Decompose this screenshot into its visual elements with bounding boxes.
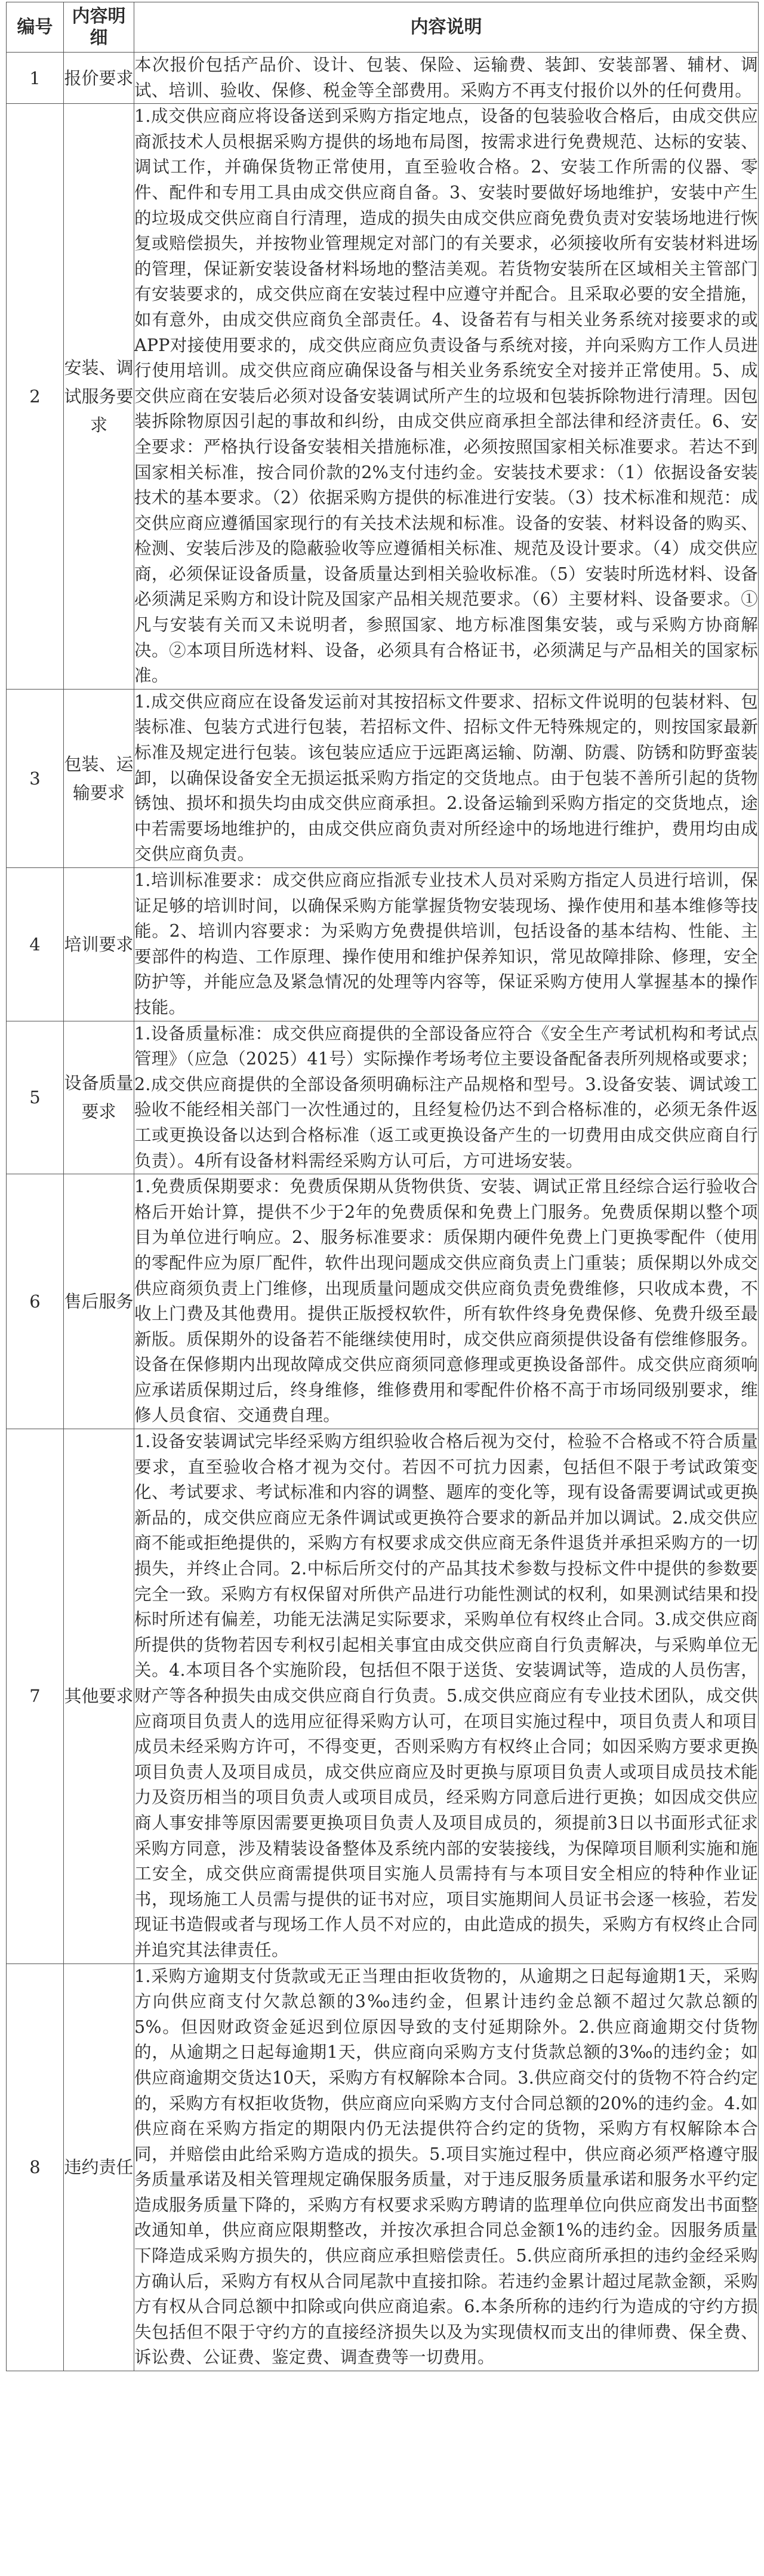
row-item: 售后服务: [64, 1174, 134, 1429]
row-number: 8: [7, 1963, 64, 2371]
header-item: 内容明细: [64, 2, 134, 53]
row-number: 2: [7, 104, 64, 690]
row-description: 本次报价包括产品价、设计、包装、保险、运输费、装卸、安装部署、辅材、调试、培训、验收、保修、税金等全部费用。采购方不再支付报价以外的任何费用。: [134, 53, 759, 104]
row-description: 1.培训标准要求：成交供应商应指派专业技术人员对采购方指定人员进行培训，保证足够的培训时间，以确保采购方能掌握货物安装现场、操作使用和基本维修等技能。2、培训内容要求：为采购方免费提供培训，包括设备的基本结构、性能、主要部件的构造、工作原理、操作使用和维护保养知识，常见故障排除、修理，安全防护等，并能应急及紧急情况的处理等内容等，保证采购方使用人掌握基本的操作技能。: [134, 868, 759, 1021]
row-item: 安装、调试服务要求: [64, 104, 134, 690]
row-number: 4: [7, 868, 64, 1021]
table-row: [7, 104, 759, 690]
table-row: [7, 868, 759, 1021]
table-row: [7, 1429, 759, 1963]
row-item: 违约责任: [64, 1963, 134, 2371]
table-header-row: [7, 2, 759, 53]
row-number: 7: [7, 1429, 64, 1963]
table-row: [7, 1963, 759, 2371]
table-row: [7, 53, 759, 104]
header-no: 编号: [7, 2, 64, 53]
row-item: 培训要求: [64, 868, 134, 1021]
row-item: 其他要求: [64, 1429, 134, 1963]
row-item: 报价要求: [64, 53, 134, 104]
table-row: [7, 689, 759, 867]
requirements-table: [6, 2, 759, 2371]
row-number: 6: [7, 1174, 64, 1429]
header-desc: 内容说明: [134, 2, 759, 53]
row-description: 1.设备安装调试完毕经采购方组织验收合格后视为交付，检验不合格或不符合质量要求，直至验收合格才视为交付。若因不可抗力因素，包括但不限于考试政策变化、考试要求、考试标准和内容的调整、题库的变化等，现有设备需要调试或更换新品的，成交供应商应无条件调试或更换符合要求的新品并加以调试。2.成交供应商不能或拒绝提供的，采购方有权要求成交供应商无条件退货并承担采购方的一切损失，并终止合同。2.中标后所交付的产品其技术参数与投标文件中提供的参数要完全一致。采购方有权保留对所供产品进行功能性测试的权利，如果测试结果和投标时所述有偏差，功能无法满足实际要求，采购单位有权终止合同。3.成交供应商所提供的货物若因专利权引起相关事宜由成交供应商自行负责解决，与采购单位无关。4.本项目各个实施阶段，包括但不限于送货、安装调试等，造成的人员伤害，财产等各种损失由成交供应商自行负责。5.成交供应商应有专业技术团队，成交供应商项目负责人的选用应征得采购方认可，在项目实施过程中，项目负责人和项目成员未经采购方许可，不得变更，否则采购方有权终止合同；如因采购方要求更换项目负责人及项目成员，成交供应商应及时更换与原项目负责人或项目成员技术能力及资历相当的项目负责人或项目成员，经采购方同意后进行更换；如因成交供应商人事安排等原因需要更换项目负责人及项目成员的，须提前3日以书面形式征求采购方同意，涉及精装设备整体及系统内部的安装接线，为保障项目顺利实施和施工安全，成交供应商需提供项目实施人员需持有与本项目安全相应的特种作业证书，现场施工人员需与提供的证书对应，项目实施期间人员证书会逐一核验，若发现证书造假或者与现场工作人员不对应的，由此造成的损失，采购方有权终止合同并追究其法律责任。: [134, 1429, 759, 1963]
row-description: 1.成交供应商应在设备发运前对其按招标文件要求、招标文件说明的包装材料、包装标准、包装方式进行包装，若招标文件、招标文件无特殊规定的，则按国家最新标准及规定进行包装。该包装应适应于远距离运输、防潮、防震、防锈和防野蛮装卸，以确保设备安全无损运抵采购方指定的交货地点。由于包装不善所引起的货物锈蚀、损坏和损失均由成交供应商承担。2.设备运输到采购方指定的交货地点，途中若需要场地维护的，由成交供应商负责对所经途中的场地进行维护，费用均由成交供应商负责。: [134, 689, 759, 867]
table-row: [7, 1174, 759, 1429]
row-number: 5: [7, 1021, 64, 1174]
row-description: 1.采购方逾期支付货款或无正当理由拒收货物的，从逾期之日起每逾期1天，采购方向供应商支付欠款总额的3‰违约金，但累计违约金总额不超过欠款总额的5%。但因财政资金延迟到位原因导致的支付延期除外。2.供应商逾期交付货物的，从逾期之日起每逾期1天，供应商向采购方支付货款总额的3‰的违约金；如供应商逾期交货达10天，采购方有权解除本合同。3.供应商交付的货物不符合约定的，采购方有权拒收货物，供应商应向采购方支付合同总额的20%的违约金。4.如供应商在采购方指定的期限内仍无法提供符合约定的货物，采购方有权解除本合同，并赔偿由此给采购方造成的损失。5.项目实施过程中，供应商必须严格遵守服务质量承诺及相关管理规定确保服务质量，对于违反服务质量承诺和服务水平约定造成服务质量下降的，采购方有权要求采购方聘请的监理单位向供应商发出书面整改通知单，供应商应限期整改，并按次承担合同总金额1%的违约金。因服务质量下降造成采购方损失的，供应商应承担赔偿责任。5.供应商所承担的违约金经采购方确认后，采购方有权从合同尾款中直接扣除。若违约金累计超过尾款金额，采购方有权从合同总额中扣除或向供应商追索。6.本条所称的违约行为造成的守约方损失包括但不限于守约方的直接经济损失以及为实现债权而支出的律师费、保全费、诉讼费、公证费、鉴定费、调查费等一切费用。: [134, 1963, 759, 2371]
row-description: 1.免费质保期要求：免费质保期从货物供货、安装、调试正常且经综合运行验收合格后开始计算，提供不少于2年的免费质保和免费上门服务。免费质保期以整个项目为单位进行响应。2、服务标准要求：质保期内硬件免费上门更换零配件（使用的零配件应为原厂配件，软件出现问题成交供应商负责上门重装；质保期以外成交供应商须负责上门维修，出现质量问题成交供应商负责免费维修，只收成本费，不收上门费及其他费用。提供正版授权软件，所有软件终身免费保修、免费升级至最新版。质保期外的设备若不能继续使用时，成交供应商须提供设备有偿维修服务。设备在保修期内出现故障成交供应商须同意修理或更换设备部件。成交供应商须响应承诺质保期过后，终身维修，维修费用和零配件价格不高于市场同级别要求，维修人员食宿、交通费自理。: [134, 1174, 759, 1429]
row-item: 包装、运输要求: [64, 689, 134, 867]
row-description: 1.设备质量标准：成交供应商提供的全部设备应符合《安全生产考试机构和考试点管理》（应急（2025）41号）实际操作考场考位主要设备配备表所列规格或要求；2.成交供应商提供的全部设备须明确标注产品规格和型号。3.设备安装、调试竣工验收不能经相关部门一次性通过的，且经复检仍达不到合格标准的，必须无条件返工或更换设备以达到合格标准（返工或更换设备产生的一切费用由成交供应商自行负责）。4所有设备材料需经采购方认可后，方可进场安装。: [134, 1021, 759, 1174]
row-number: 1: [7, 53, 64, 104]
row-number: 3: [7, 689, 64, 867]
row-item: 设备质量要求: [64, 1021, 134, 1174]
row-description: 1.成交供应商应将设备送到采购方指定地点，设备的包装验收合格后，由成交供应商派技术人员根据采购方提供的场地布局图，按需求进行免费规范、达标的安装、调试工作，并确保货物正常使用，直至验收合格。2、安装工作所需的仪器、零件、配件和专用工具由成交供应商自备。3、安装时要做好场地维护，安装中产生的垃圾成交供应商自行清理，造成的损失由成交供应商免费负责对安装场地进行恢复或赔偿损失，并按物业管理规定对部门的有关要求，必须接收所有安装材料进场的管理，保证新安装设备材料场地的整洁美观。若货物安装所在区域相关主管部门有安装要求的，成交供应商在安装过程中应遵守并配合。且采取必要的安全措施，如有意外，由成交供应商负全部责任。4、设备若有与相关业务系统对接要求的或APP对接使用要求的，成交供应商应负责设备与系统对接，并向采购方工作人员进行使用培训。成交供应商应确保设备与相关业务系统安全对接并正常使用。5、成交供应商在安装后必须对设备安装调试所产生的垃圾和包装拆除物进行清理。因包装拆除物原因引起的事故和纠纷，由成交供应商承担全部法律和经济责任。6、安全要求：严格执行设备安装相关措施标准，必须按照国家相关标准要求。若达不到国家相关标准，按合同价款的2%支付违约金。安装技术要求：（1）依据设备安装技术的基本要求。（2）依据采购方提供的标准进行安装。（3）技术标准和规范：成交供应商应遵循国家现行的有关技术法规和标准。设备的安装、材料设备的购买、检测、安装后涉及的隐蔽验收等应遵循相关标准、规范及设计要求。（4）成交供应商，必须保证设备质量，设备质量达到相关验收标准。（5）安装时所选材料、设备必须满足采购方和设计院及国家产品相关规范要求。（6）主要材料、设备要求。①凡与安装有关而又未说明者，参照国家、地方标准图集安装，或与采购方协商解决。②本项目所选材料、设备，必须具有合格证书，必须满足与产品相关的国家标准。: [134, 104, 759, 690]
table-row: [7, 1021, 759, 1174]
